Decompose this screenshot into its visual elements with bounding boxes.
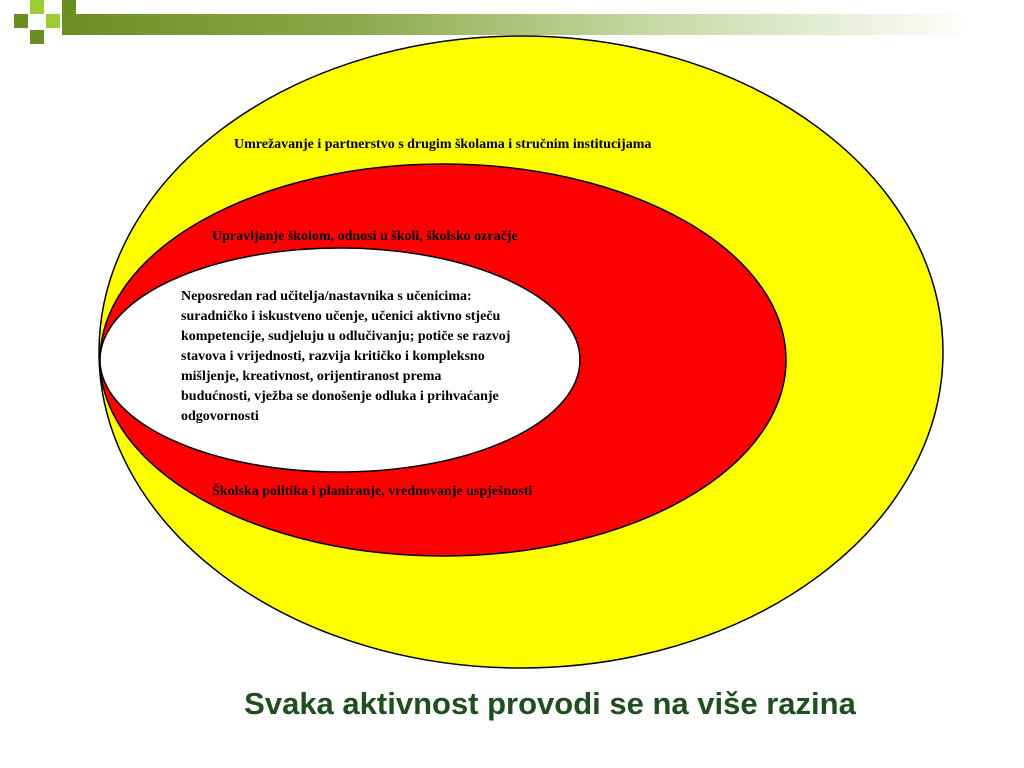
- outer-level-label: Umrežavanje i partnerstvo s drugim školama i stručnim institucijama: [234, 137, 652, 152]
- middle-level-label-top: Upravljanje školom, odnosi u školi, školsko ozračje: [212, 229, 518, 244]
- inner-level-text: Neposredan rad učitelja/nastavnika s učenicima: suradničko i iskustveno učenje, učenici aktivno stječu kompetencije, sudjeluju u odlučivanju; potiče se razvoj stavova i vrijednosti, razvija kritičko i kompleksno mišljenje, kreativnost, orijentiranost prema budućnosti, vježba se donošenje odluka i prihvaćanje odgovornosti: [181, 289, 511, 424]
- middle-level-label-bottom: Školska politika i planiranje, vrednovanje uspješnosti: [212, 484, 533, 499]
- slide-caption: Svaka aktivnost provodi se na više razina: [244, 686, 856, 721]
